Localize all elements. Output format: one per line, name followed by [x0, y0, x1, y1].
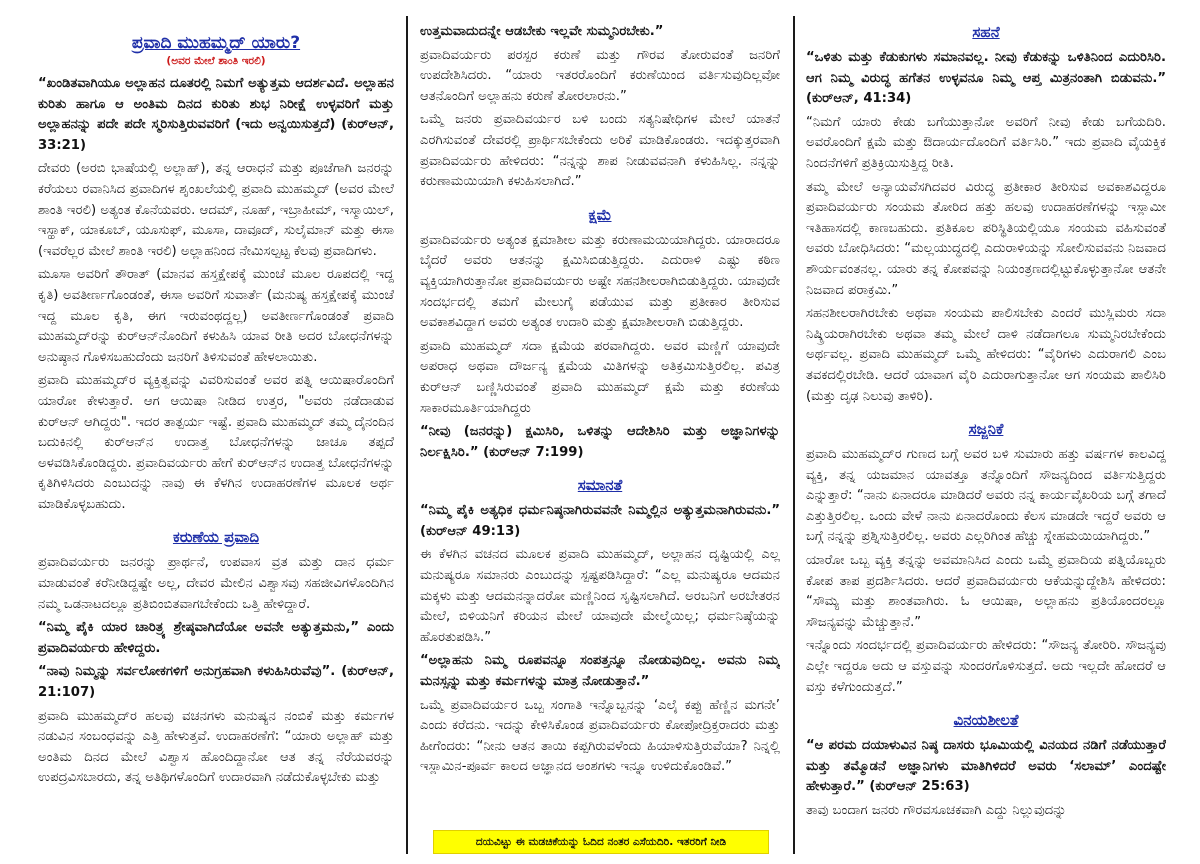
paragraph-black-mother: ಒಮ್ಮೆ ಪ್ರವಾದಿವರ್ಯರ ಒಬ್ಬ ಸಂಗಾತಿ ಇನ್ನೊಬ್ಬನನ್ನು ‘ಎಲೈ ಕಪ್ಪು ಹೆಣ್ಣಿನ ಮಗನೇ’ ಎಂದು ಕರೆದನು. ಇದನ್ನು ಕೇಳಿಸಿಕೊಂಡ ಪ್ರವಾದಿವರ್ಯರು ಕೋಪೋದ್ರಿಕ್ತರಾದರು ಮತ್ತು ಹೀಗೆಂದರು: “ನೀನು ಆತನ ತಾಯಿ ಕಪ್ಪಗಿರುವಳೆಂದು ಹಿಯಾಳಿಸುತ್ತಿರುವೆಯಾ? ನಿನ್ನಲ್ಲಿ ಇಸ್ಲಾಮಿನ-ಪೂರ್ವ ಕಾಲದ ಅಜ್ಞಾನದ ಅಂಶಗಳು ಇನ್ನೂ ಉಳಿದುಕೊಂಡಿವೆ.”: [420, 697, 780, 775]
paragraph-curse: ಒಮ್ಮೆ ಜನರು ಪ್ರವಾದಿವರ್ಯರ ಬಳಿ ಬಂದು ಸತ್ಯನಿಷೇಧಿಗಳ ಮೇಲೆ ಯಾತನೆ ಎರಗಿಸುವಂತೆ ದೇವರಲ್ಲಿ ಪ್ರಾರ್ಥಿಸಬೇಕೆಂದು ಅರಿಕೆ ಮಾಡಿಕೊಂಡರು. ಇದಕ್ಕುತ್ತರವಾಗಿ ಪ್ರವಾದಿವರ್ಯರು ಹೇಳಿದರು: “ನನ್ನನ್ನು ಶಾಪ ನೀಡುವವನಾಗಿ ಕಳುಹಿಸಿಲ್ಲ. ನನ್ನನ್ನು ಕರುಣಾಮಯಿಯಾಗಿ ಕಳುಹಿಸಲಾಗಿದೆ.”: [420, 112, 780, 190]
quote-character: “ನಿಮ್ಮ ಪೈಕಿ ಯಾರ ಚಾರಿತ್ರ್ಯ ಶ್ರೇಷ್ಠವಾಗಿದೆಯೋ ಅವನೇ ಅತ್ಯುತ್ತಮನು,” ಎಂದು ಪ್ರವಾದಿವರ್ಯರು ಹೇಳಿದ್ದರು.: [38, 620, 394, 656]
section-title-mercy: ಕರುಣೆಯ ಪ್ರವಾದಿ: [172, 528, 260, 547]
paragraph-continued: ಉತ್ತಮವಾದುದನ್ನೇ ಆಡಬೇಕು ಇಲ್ಲವೇ ಸುಮ್ಮನಿರಬೇಕು.”: [420, 24, 664, 39]
paragraph-aisha: ಪ್ರವಾದಿ ಮುಹಮ್ಮದ್‌ರ ವ್ಯಕ್ತಿತ್ವವನ್ನು ವಿವರಿಸುವಂತೆ ಅವರ ಪತ್ನಿ ಆಯಿಷಾರೊಂದಿಗೆ ಯಾರೋ ಕೇಳುತ್ತಾರೆ. ಆಗ ಆಯಿಷಾ ನೀಡಿದ ಉತ್ತರ, "ಅವರು ನಡೆದಾಡುವ ಕುರ್‌ಆನ್ ಆಗಿದ್ದರು". ಇದರ ತಾತ್ಪರ್ಯ ಇಷ್ಟೆ. ಪ್ರವಾದಿ ಮುಹಮ್ಮದ್ ತಮ್ಮ ದೈನಂದಿನ ಬದುಕಿನಲ್ಲಿ ಕುರ್‌ಆನ್‌ನ ಉದಾತ್ತ ಬೋಧನೆಗಳನ್ನು ಜಾಚೂ ತಪ್ಪದೆ ಅಳವಡಿಸಿಕೊಂಡಿದ್ದರು. ಪ್ರವಾದಿವರ್ಯರು ಹೇಗೆ ಕುರ್‌ಆನ್‌ನ ಉದಾತ್ತ ಬೋಧನೆಗಳನ್ನು ಕೃತಿಗಿಳಿಸಿದರು ಎಂಬುದನ್ನು ನಾವು ಈ ಕೆಳಗಿನ ಉದಾಹರಣೆಗಳ ಮೂಲಕ ಅರ್ಥ ಮಾಡಿಕೊಳ್ಳಬಹುದು.: [38, 373, 394, 512]
quran-quote-21-107: “ನಾವು ನಿಮ್ಮನ್ನು ಸರ್ವಲೋಕಗಳಿಗೆ ಅನುಗ್ರಹವಾಗಿ ಕಳುಹಿಸಿರುವೆವು”. (ಕುರ್‌ಆನ್, 21:107): [38, 664, 394, 701]
paragraph-not-passive: ಸಹನಶೀಲರಾಗಿರಬೇಕು ಅಥವಾ ಸಂಯಮ ಪಾಲಿಸಬೇಕು ಎಂದರೆ ಮುಸ್ಲಿಮರು ಸದಾ ನಿಷ್ಕ್ರಿಯರಾಗಿರಬೇಕು ಅಥವಾ ತಮ್ಮ ಮೇಲೆ ದಾಳಿ ನಡೆದಾಗಲೂ ಸುಮ್ಮನಿರಬೇಕೆಂದು ಅರ್ಥವಲ್ಲ. ಪ್ರವಾದಿ ಮುಹಮ್ಮದ್ ಒಮ್ಮೆ ಹೇಳಿದರು: “ವೈರಿಗಳು ಎದುರಾಗಲಿ ಎಂಬ ತವಕದಲ್ಲಿರಬೇಡಿ. ಆದರೆ ಯಾವಾಗ ವೈರಿ ಎದುರಾಗುತ್ತಾನೋ ಆಗ ಸಂಯಮ ಪಾಲಿಸಿರಿ (ಮತ್ತು ದೃಢ ನಿಲುವು ತಾಳಿರಿ).: [806, 306, 1166, 404]
section-title-humility: ವಿನಯಶೀಲತೆ: [953, 711, 1019, 730]
quran-quote-49-13: “ನಿಮ್ಮ ಪೈಕಿ ಅತ್ಯಧಿಕ ಧರ್ಮನಿಷ್ಠನಾಗಿರುವವನೇ ನಿಮ್ಮಲ್ಲಿನ ಅತ್ಯುತ್ತಮನಾಗಿರುವನು.” (ಕುರ್‌ಆನ್ 49:13): [420, 503, 780, 539]
section-title-patience: ಸಹನೆ: [972, 23, 1000, 41]
paragraph-no-harm: “ನಿಮಗೆ ಯಾರು ಕೇಡು ಬಗೆಯುತ್ತಾನೋ ಅವರಿಗೆ ನೀವು ಕೇಡು ಬಗೆಯದಿರಿ. ಅವರೊಂದಿಗೆ ಕ್ಷಮೆ ಮತ್ತು ಔದಾರ್ಯದೊಂದಿಗೆ ವರ್ತಿಸಿರಿ.” ಇದು ಪ್ರವಾದಿ ವೈಯಕ್ತಿಕ ನಿಂದನೆಗಳಿಗೆ ಪ್ರತಿಕ್ರಿಯಿಸುತ್ತಿದ್ದ ರೀತಿ.: [806, 114, 1166, 171]
paragraph-forgiveness: ಪ್ರವಾದಿವರ್ಯರು ಅತ್ಯಂತ ಕ್ಷಮಾಶೀಲ ಮತ್ತು ಕರುಣಾಮಯಿಯಾಗಿದ್ದರು. ಯಾರಾದರೂ ಬೈದರೆ ಅವರು ಆತನನ್ನು ಕ್ಷಮಿಸಿಬಿಡುತ್ತಿದ್ದರು. ಎದುರಾಳಿ ಎಷ್ಟು ಕಠಿಣ ವ್ಯಕ್ತಿಯಾಗಿರುತ್ತಾನೋ ಪ್ರವಾದಿವರ್ಯರು ಅಷ್ಟೇ ಸಹನಶೀಲರಾಗಿಬಿಡುತ್ತಿದ್ದರು. ಯಾವುದೇ ಸಂದರ್ಭದಲ್ಲಿ ತಮಗೆ ಮೇಲುಗೈ ಪಡೆಯುವ ಮತ್ತು ಪ್ರತೀಕಾರ ತೀರಿಸುವ ಅವಕಾಶವಿದ್ದಾಗ ಅವರು ಅತ್ಯಂತ ಉದಾರಿ ಮತ್ತು ಕ್ಷಮಾಶೀಲರಾಗಿ ಬಿಡುತ್ತಿದ್ದರು.: [420, 232, 780, 331]
paragraph-respect: ಪ್ರವಾದಿವರ್ಯರು ಪರಸ್ಪರ ಕರುಣೆ ಮತ್ತು ಗೌರವ ತೋರುವಂತೆ ಜನರಿಗೆ ಉಪದೇಶಿಸಿದರು. “ಯಾರು ಇತರರೊಂದಿಗೆ ಕರುಣೆಯಿಂದ ವರ್ತಿಸುವುದಿಲ್ಲವೋ ಆತನೊಂದಿಗೆ ಅಲ್ಲಾಹನು ಕರುಣೆ ತೋರಲಾರನು.”: [420, 47, 780, 104]
paragraph-scriptures: ಮೂಸಾ ಅವರಿಗೆ ತೌರಾತ್ (ಮಾನವ ಹಸ್ತಕ್ಷೇಪಕ್ಕೆ ಮುಂಚೆ ಮೂಲ ರೂಪದಲ್ಲಿ ಇದ್ದ ಕೃತಿ) ಅವತೀರ್ಣಗೊಂಡಂತೆ, ಈಸಾ ಅವರಿಗೆ ಸುವಾರ್ತೆ (ಮನುಷ್ಯ ಹಸ್ತಕ್ಷೇಪಕ್ಕೆ ಮುಂಚೆ ಇದ್ದ ಮೂಲ ಕೃತಿ, ಈಗ ಇರುವಂಥದ್ದಲ್ಲ) ಅವತೀರ್ಣಗೊಂಡಂತೆ ಪ್ರವಾದಿ ಮುಹಮ್ಮದ್‌ರನ್ನು ಕುರ್‌ಆನ್‌ನೊಂದಿಗೆ ಕಳುಹಿಸಿ ಯಾವ ರೀತಿ ಅದರ ಬೋಧನೆಗಳನ್ನು ಅನುಷ್ಠಾನ ಗೊಳಿಸಬಹುದೆಂದು ಜನರಿಗೆ ತಿಳಿಸುವಂತೆ ಹೇಳಲಾಯಿತು.: [38, 267, 394, 365]
column-middle: [420, 22, 780, 850]
paragraph-forgiveness-2: ಪ್ರವಾದಿ ಮುಹಮ್ಮದ್ ಸದಾ ಕ್ಷಮೆಯ ಪರವಾಗಿದ್ದರು. ಅವರ ಮಣ್ಣಿಗೆ ಯಾವುದೇ ಅಪರಾಧ ಅಥವಾ ದೌರ್ಜನ್ಯ ಕ್ಷಮೆಯ ಮಿತಿಗಳನ್ನು ಅತಿಕ್ರಮಿಸುತ್ತಿರಲಿಲ್ಲ. ಪವಿತ್ರ ಕುರ್‌ಆನ್ ಬಣ್ಣಿಸಿರುವಂತೆ ಪ್ರವಾದಿ ಮುಹಮ್ಮದ್ ಕ್ಷಮೆ ಮತ್ತು ಕರುಣೆಯ ಸಾಕಾರಮೂರ್ತಿಯಾಗಿದ್ದರು: [420, 338, 780, 416]
section-title-forgiveness: ಕ್ಷಮೆ: [588, 205, 612, 224]
column-left: [38, 22, 394, 850]
paragraph-faith-deeds: ಪ್ರವಾದಿ ಮುಹಮ್ಮದ್‌ರ ಹಲವು ವಚನಗಳು ಮನುಷ್ಯನ ನಂಬಿಕೆ ಮತ್ತು ಕರ್ಮಗಳ ನಡುವಿನ ಸಂಬಂಧವನ್ನು ಎತ್ತಿ ಹೇಳುತ್ತವೆ. ಉದಾಹರಣೆಗೆ: “ಯಾರು ಅಲ್ಲಾಹ್ ಮತ್ತು ಅಂತಿಮ ದಿನದ ಮೇಲೆ ವಿಶ್ವಾಸ ಹೊಂದಿದ್ದಾನೋ ಆತ ತನ್ನ ನೆರೆಯವರನ್ನು ಉಪದ್ರವಿಸಬಾರದು, ತನ್ನ ಅತಿಥಿಗಳೊಂದಿಗೆ ಉದಾರವಾಗಿ ನಡೆದುಕೊಳ್ಳಬೇಕು ಮತ್ತು: [38, 708, 394, 786]
paragraph-courtesy: ಇನ್ನೊಂದು ಸಂದರ್ಭದಲ್ಲಿ ಪ್ರವಾದಿವರ್ಯರು ಹೇಳಿದರು: “ಸೌಜನ್ಯ ತೋರಿರಿ. ಸೌಜನ್ಯವು ಎಲ್ಲೇ ಇದ್ದರೂ ಅದು ಆ ವಸ್ತುವನ್ನು ಸುಂದರಗೊಳಿಸುತ್ತದೆ. ಅದು ಇಲ್ಲದೇ ಹೋದರೆ ಆ ವಸ್ತು ಕಳೆಗುಂದುತ್ತದೆ.”: [806, 638, 1166, 695]
paragraph-standing: ತಾವು ಬಂದಾಗ ಜನರು ಗೌರವಸೂಚಕವಾಗಿ ಎದ್ದು ನಿಲ್ಲುವುದನ್ನು: [806, 803, 1067, 818]
main-subtitle: (ಅವರ ಮೇಲೆ ಶಾಂತಿ ಇರಲಿ): [166, 55, 266, 67]
section-title-equality: ಸಮಾನತೆ: [577, 476, 623, 495]
section-title-gentleness: ಸಜ್ಜನಿಕೆ: [968, 420, 1004, 439]
paragraph-aisha-gentle: ಯಾರೋ ಒಬ್ಬ ವ್ಯಕ್ತಿ ತನ್ನನ್ನು ಅವಮಾನಿಸಿದ ಎಂದು ಒಮ್ಮೆ ಪ್ರವಾದಿಯ ಪತ್ನಿಯೊಬ್ಬರು ಕೋಪ ತಾಪ ಪ್ರದರ್ಶಿಸಿದರು. ಆದರೆ ಪ್ರವಾದಿವರ್ಯರು ಆಕೆಯನ್ನುದ್ದೇಶಿಸಿ ಹೇಳಿದರು: “ಸೌಮ್ಯ ಮತ್ತು ಶಾಂತವಾಗಿರು. ಓ ಆಯಿಷಾ, ಅಲ್ಲಾಹನು ಪ್ರತಿಯೊಂದರಲ್ಲೂ ಸೌಜನ್ಯವನ್ನು ಮೆಚ್ಚುತ್ತಾನೆ.”: [806, 553, 1166, 630]
paragraph-mercy-intro: ಪ್ರವಾದಿವರ್ಯರು ಜನರನ್ನು ಪ್ರಾರ್ಥನೆ, ಉಪವಾಸ ವ್ರತ ಮತ್ತು ದಾನ ಧರ್ಮ ಮಾಡುವಂತೆ ಕರೆನೀಡಿದ್ದಷ್ಟೇ ಅಲ್ಲ, ದೇವರ ಮೇಲಿನ ವಿಶ್ವಾಸವು ಸಹಜೀವಿಗಳೊಂದಿಗಿನ ನಮ್ಮ ಒಡನಾಟದಲ್ಲೂ ಪ್ರತಿಬಿಂಬಿತವಾಗಬೇಕೆಂದು ಒತ್ತಿ ಹೇಳಿದ್ದಾರೆ.: [38, 555, 394, 612]
quran-quote-7-199: “ನೀವು (ಜನರನ್ನು) ಕ್ಷಮಿಸಿರಿ, ಒಳಿತನ್ನು ಆದೇಶಿಸಿರಿ ಮತ್ತು ಅಜ್ಞಾನಿಗಳನ್ನು ನಿರ್ಲಕ್ಷಿಸಿರಿ.” (ಕುರ್‌ಆನ್ 7:199): [420, 424, 780, 460]
column-right: [806, 22, 1166, 850]
main-title: ಪ್ರವಾದಿ ಮುಹಮ್ಮದ್ ಯಾರು?: [131, 33, 301, 53]
paragraph-servant: ಪ್ರವಾದಿ ಮುಹಮ್ಮದ್‌ರ ಗುಣದ ಬಗ್ಗೆ ಅವರ ಬಳಿ ಸುಮಾರು ಹತ್ತು ವರ್ಷಗಳ ಕಾಲವಿದ್ದ ವ್ಯಕ್ತಿ, ತನ್ನ ಯಜಮಾನ ಯಾವತ್ತೂ ತನ್ನೊಂದಿಗೆ ಸೌಜನ್ಯದಿಂದ ವರ್ತಿಸುತ್ತಿದ್ದರು ಎನ್ನುತ್ತಾರೆ: “ನಾನು ಏನಾದರೂ ಮಾಡಿದರೆ ಅವರು ನನ್ನ ಕಾರ್ಯವೈಖರಿಯ ಬಗ್ಗೆ ತಗಾದೆ ಎತ್ತುತ್ತಿರಲಿಲ್ಲ. ಒಂದು ವೇಳೆ ನಾನು ಏನಾದರೊಂದು ಕೆಲಸ ಮಾಡದೇ ಇದ್ದರೆ ಅವರು ಆ ಬಗ್ಗೆ ನನ್ನನ್ನು ಪ್ರಶ್ನಿಸುತ್ತಿರಲಿಲ್ಲ. ಅವರು ಎಲ್ಲರಿಗಿಂತ ಹೆಚ್ಚು ಸ್ನೇಹಮಯಿಯಾಗಿದ್ದರು.”: [806, 447, 1166, 545]
column-divider-left: [406, 16, 408, 854]
quote-heart-deeds: “ಅಲ್ಲಾಹನು ನಿಮ್ಮ ರೂಪವನ್ನೂ ಸಂಪತ್ತನ್ನೂ ನೋಡುವುದಿಲ್ಲ. ಅವನು ನಿಮ್ಮ ಮನಸ್ಸನ್ನು ಮತ್ತು ಕರ್ಮಗಳನ್ನು ಮಾತ್ರ ನೋಡುತ್ತಾನೆ.”: [420, 653, 780, 690]
paragraph-prophets: ದೇವರು (ಅರಬಿ ಭಾಷೆಯಲ್ಲಿ ಅಲ್ಲಾಹ್), ತನ್ನ ಆರಾಧನೆ ಮತ್ತು ಪೂಜೆಗಾಗಿ ಜನರನ್ನು ಕರೆಯಲು ರವಾನಿಸಿದ ಪ್ರವಾದಿಗಳ ಶೃಂಖಲೆಯಲ್ಲಿ ಪ್ರವಾದಿ ಮುಹಮ್ಮದ್ (ಅವರ ಮೇಲೆ ಶಾಂತಿ ಇರಲಿ) ಅತ್ಯಂತ ಕೊನೆಯವರು. ಆದಮ್, ನೂಹ್, ಇಬ್ರಾಹೀಮ್, ಇಸ್ಮಾಯಿಲ್, ಇಸ್ಹಾಕ್, ಯಾಕೂಬ್, ಯೂಸುಫ್, ಮೂಸಾ, ದಾವೂದ್, ಸುಲೈಮಾನ್ ಮತ್ತು ಈಸಾ (ಇವರೆಲ್ಲರ ಮೇಲೆ ಶಾಂತಿ ಇರಲಿ) ಅಲ್ಲಾಹನಿಂದ ನೇಮಿಸಲ್ಪಟ್ಟ ಕೆಲವು ಪ್ರವಾದಿಗಳು.: [38, 161, 394, 259]
quran-quote-41-34: “ಒಳಿತು ಮತ್ತು ಕೆಡುಕುಗಳು ಸಮಾನವಲ್ಲ. ನೀವು ಕೆಡುಕನ್ನು ಒಳಿತಿನಿಂದ ಎದುರಿಸಿರಿ. ಆಗ ನಿಮ್ಮ ವಿರುದ್ಧ ಹಗೆತನ ಉಳ್ಳವನೂ ನಿಮ್ಮ ಆಪ್ತ ಮಿತ್ರನಂತಾಗಿ ಬಿಡುವನು.” (ಕುರ್‌ಆನ್, 41:34): [806, 50, 1166, 107]
quran-quote-25-63: “ಆ ಪರಮ ದಯಾಳುವಿನ ನಿಷ್ಠ ದಾಸರು ಭೂಮಿಯಲ್ಲಿ ವಿನಯದ ನಡಿಗೆ ನಡೆಯುತ್ತಾರೆ ಮತ್ತು ತಮ್ಮೊಡನೆ ಅಜ್ಞಾನಿಗಳು ಮಾತಿಗಿಳಿದರೆ ಅವರು ‘ಸಲಾಮ್’ ಎಂದಷ್ಟೇ ಹೇಳುತ್ತಾರೆ.” (ಕುರ್‌ಆನ್ 25:63): [806, 738, 1166, 795]
column-divider-right: [793, 16, 795, 854]
paragraph-equality: ಈ ಕೆಳಗಿನ ವಚನದ ಮೂಲಕ ಪ್ರವಾದಿ ಮುಹಮ್ಮದ್, ಅಲ್ಲಾಹನ ದೃಷ್ಟಿಯಲ್ಲಿ ಎಲ್ಲ ಮನುಷ್ಯರೂ ಸಮಾನರು ಎಂಬುದನ್ನು ಸ್ಪಷ್ಟಪಡಿಸಿದ್ದಾರೆ: “ಎಲ್ಲ ಮನುಷ್ಯರೂ ಆದಮನ ಮಕ್ಕಳು ಮತ್ತು ಆದಮನನ್ನಾದರೋ ಮಣ್ಣಿನಿಂದ ಸೃಷ್ಟಿಸಲಾಗಿದೆ. ಅರಬನಿಗೆ ಅರಬೇತರನ ಮೇಲೆ, ಬಿಳಿಯನಿಗೆ ಕರಿಯನ ಮೇಲೆ ಯಾವುದೇ ಮೇಲ್ಮೆಯಿಲ್ಲ; ಧರ್ಮನಿಷ್ಠೆಯನ್ನು ಹೊರತುಪಡಿಸಿ.”: [420, 547, 780, 645]
do-not-discard-banner: ದಯವಿಟ್ಟು ಈ ಮಡಚಿಕೆಯನ್ನು ಓದಿದ ನಂತರ ಎಸೆಯದಿರಿ. ಇತರರಿಗೆ ನೀಡಿ: [433, 830, 769, 854]
paragraph-restraint: ತಮ್ಮ ಮೇಲೆ ಅನ್ಯಾಯವೆಸಗಿದವರ ವಿರುದ್ಧ ಪ್ರತೀಕಾರ ತೀರಿಸುವ ಅವಕಾಶವಿದ್ದರೂ ಪ್ರವಾದಿವರ್ಯರು ಸಂಯಮ ತೋರಿದ ಹತ್ತು ಹಲವು ಉದಾಹರಣೆಗಳನ್ನು ಇಸ್ಲಾಮೀ ಇತಿಹಾಸದಲ್ಲಿ ಕಾಣಬಹುದು. ಪ್ರತಿಕೂಲ ಪರಿಸ್ಥಿತಿಯಲ್ಲಿಯೂ ಸಂಯಮ ವಹಿಸುವಂತೆ ಅವರು ಬೋಧಿಸಿದರು: “ಮಲ್ಲಯುದ್ಧದಲ್ಲಿ ಎದುರಾಳಿಯನ್ನು ಸೋಲಿಸುವವನು ನಿಜವಾದ ಶೌರ್ಯವಂತನಲ್ಲ. ಯಾರು ತನ್ನ ಕೋಪವನ್ನು ನಿಯಂತ್ರಣದಲ್ಲಿಟ್ಟುಕೊಳ್ಳುತ್ತಾನೋ ಆತನೇ ನಿಜವಾದ ಪರಾಕ್ರಮಿ.”: [806, 179, 1166, 298]
quran-quote-33-21: “ಖಂಡಿತವಾಗಿಯೂ ಅಲ್ಲಾಹನ ದೂತರಲ್ಲಿ ನಿಮಗೆ ಅತ್ಯುತ್ತಮ ಆದರ್ಶವಿದೆ. ಅಲ್ಲಾಹನ ಕುರಿತು ಹಾಗೂ ಆ ಅಂತಿಮ ದಿನದ ಕುರಿತು ಶುಭ ನಿರೀಕ್ಷೆ ಉಳ್ಳವರಿಗೆ ಮತ್ತು ಅಲ್ಲಾಹನನ್ನು ಪದೇ ಪದೇ ಸ್ಮರಿಸುತ್ತಿರುವವರಿಗೆ (ಇದು ಅನ್ವಯಿಸುತ್ತದೆ) (ಕುರ್‌ಆನ್, 33:21): [38, 76, 394, 153]
